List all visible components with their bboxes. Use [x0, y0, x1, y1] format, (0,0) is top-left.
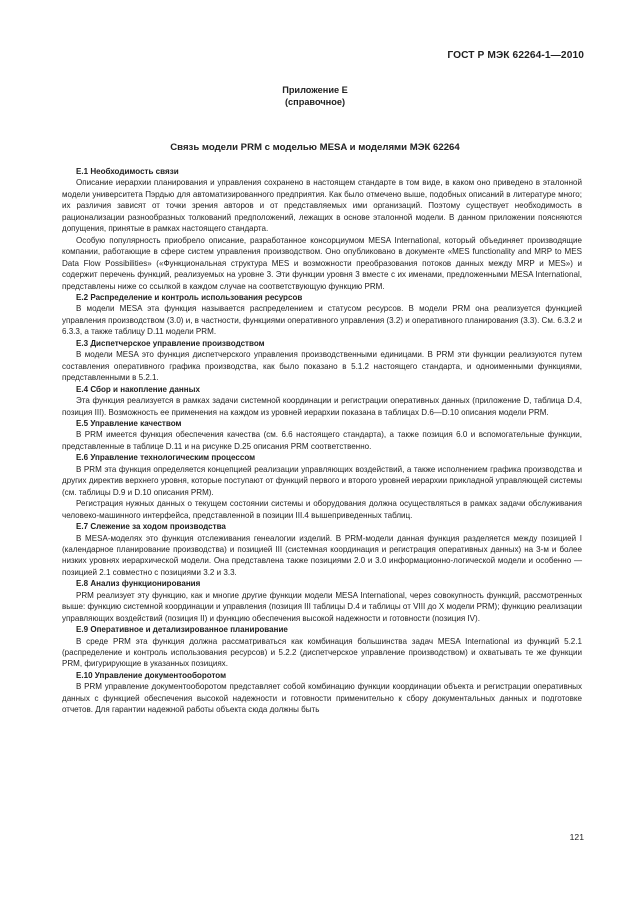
annex-subtitle: (справочное) [284, 97, 345, 107]
annex-title: Приложение Е [282, 85, 348, 95]
paragraph: В среде PRM эта функция должна рассматриваться как комбинация большинства задач MESA International из функций 5.2.1 (распределение и контроль использования ресурсов) и 5.2.2 (диспетчерское управление производством) и охватывать те же функции PRM, фигурирующие в указанных позициях. [62, 636, 582, 669]
paragraph: В модели MESA это функция диспетчерского управления производственными единицами. В PRM эти функции реализуются путем составления оперативного графика производства, как было показано в 5.1.2 настоящего стандарта, и одноименными функциями, представленными в 5.2.1. [62, 350, 582, 383]
subsection-heading: Е.8 Анализ функционирования [76, 579, 201, 589]
subsection-heading: Е.5 Управление качеством [76, 418, 182, 428]
subsection-heading: Е.1 Необходимость связи [76, 167, 179, 176]
paragraph: В PRM имеется функция обеспечения качества (см. 6.6 настоящего стандарта), а также позиция 6.0 и вспомогательные функции, представленные в таблице D.11 и на рисунке D.25 описания PRM соответственно. [62, 430, 582, 451]
paragraph: В PRM управление документооборотом представляет собой комбинацию функции координации объекта и регистрации оперативных данных с функцией обеспечения высокой надежности и готовности применительно к сбору документальных данных и подготовке отчетов. Для гарантии надежной работы объекта сюда должны быть [62, 682, 582, 715]
subsection-heading: Е.3 Диспетчерское управление производством [76, 338, 265, 348]
paragraph: Регистрация нужных данных о текущем состоянии системы и оборудования должна осуществляться в рамках задачи обслуживания человеко-машинного интерфейса, представленной в позиции III.4 вышеприведенных таблиц. [62, 499, 582, 520]
subsection-heading: Е.4 Сбор и накопление данных [76, 384, 200, 394]
subsection-heading: Е.9 Оперативное и детализированное планирование [76, 625, 288, 635]
standard-designation: ГОСТ Р МЭК 62264-1—2010 [447, 50, 584, 61]
paragraph: В модели MESA эта функция называется распределением и статусом ресурсов. В модели PRM она реализуется функцией управления производством (3.0) и, в частности, функциями оперативного управления (3.2) и оперативного планирования (3.3). См. 6.3.2 и 6.3.3, а также таблицу D.11 модели PRM. [62, 304, 582, 337]
paragraph: Особую популярность приобрело описание, разработанное консорциумом MESA International, который объединяет производящие компании, работающие в сфере систем управления производством. Оно опубликовано в документе «MES functionality and MRP to MES Data Flow Possibilities» («Функциональная структура MES и возможности преобразования потоков данных между MRP и MES») и содержит перечень функций, реализуемых на уровне 3. Эти функции уровня 3 вместе с их именами, предложенными MESA International, представлены ниже со ссылкой в каждом случае на соответствующую функцию PRM. [62, 235, 582, 291]
subsection-heading: Е.10 Управление документооборотом [76, 670, 227, 680]
subsection-heading: Е.2 Распределение и контроль использования ресурсов [76, 292, 303, 302]
subsection-heading: Е.6 Управление технологическим процессом [76, 453, 256, 463]
annex-heading [0, 84, 630, 108]
paragraph: PRM реализует эту функцию, как и многие другие функции модели MESA International, через совокупность функций, рассмотренных выше: функцию системной координации и управления (позиция III таблицы D.4 и таблицы от VIII до X модели PRM); функцию реализации управляющих воздействий (позиция II) и функцию обеспечения высокой надежности и готовности (позиция IV). [62, 590, 582, 623]
paragraph: В PRM эта функция определяется концепцией реализации управляющих воздействий, а также исполнением графика производства и других директив верхнего уровня, которые поступают от функций первого и второго уровней иерархии прикладной управляющей системы (см. таблицы D.9 и D.10 описания PRM). [62, 464, 582, 497]
document-body [62, 166, 582, 716]
page-number: 121 [569, 832, 584, 842]
paragraph: В MESA-моделях это функция отслеживания генеалогии изделий. В PRM-модели данная функция разделяется между позицией I (календарное планирование производства) и позицией III (системная координация и регистрация оперативных данных) на 3-м и более низких уровнях иерархической модели. Она представлена также позициями 2.0 и 3.0 информационно-логической модели и особенно — позицией 2.1 совместно с позициями 3.2 и 3.3. [62, 533, 582, 577]
section-title: Связь модели PRM с моделью MESA и моделями МЭК 62264 [170, 142, 460, 153]
paragraph: Эта функция реализуется в рамках задачи системной координации и регистрации оперативных данных (приложение D, таблица D.4, позиция III). Возможность ее применения на каждом из уровней иерархии показана в таблицах D.6—D.10 описания модели PRM. [62, 396, 582, 417]
subsection-heading: Е.7 Слежение за ходом производства [76, 522, 226, 532]
paragraph: Описание иерархии планирования и управления сохранено в настоящем стандарте в том виде, в каком оно приведено в эталонной модели университета Пэрдью для автоматизированного предприятия. Как было отмечено выше, подобных описаний в литературе много; их различия зависят от точки зрения авторов и от представляемых ими организаций. Поэтому существует необходимость в рационализации разнообразных толкований предположений, лежащих в основе эталонной модели. В данном приложении поясняются допущения, принятые в рамках настоящего стандарта. [62, 178, 582, 234]
